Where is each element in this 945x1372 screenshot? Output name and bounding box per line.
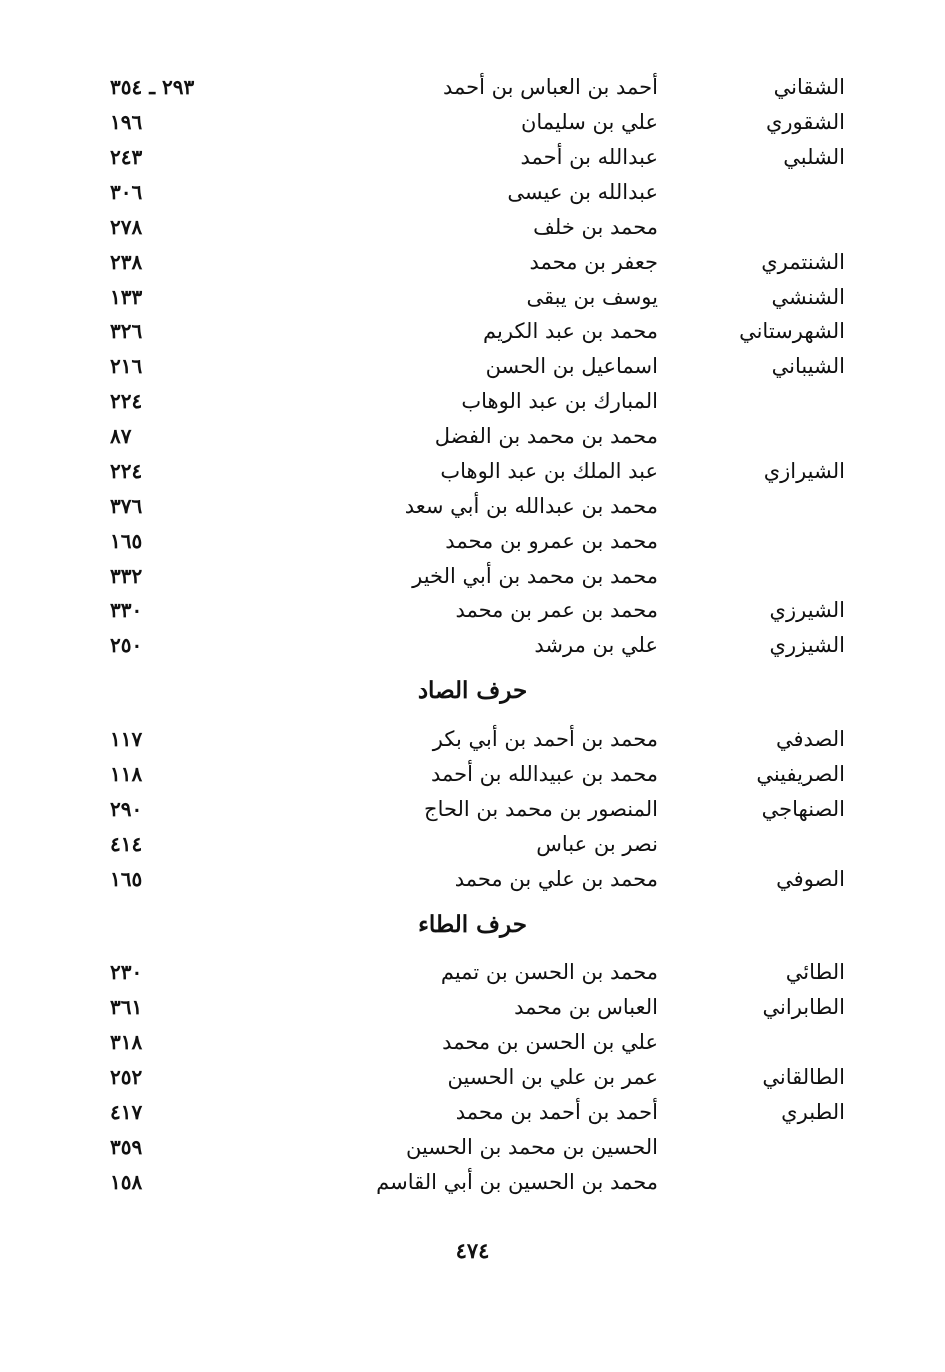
index-entry: [0, 140, 945, 174]
page-ref: ١٦٥: [110, 529, 143, 553]
person-name: محمد بن علي بن محمد: [454, 867, 658, 891]
person-name: عبدالله بن عيسى: [507, 180, 658, 204]
index-entry: [0, 990, 945, 1024]
index-entry: [0, 722, 945, 756]
nisba: الشهرستاني: [739, 319, 845, 343]
person-name: عمر بن علي بن الحسين: [447, 1065, 658, 1089]
person-name: علي بن مرشد: [534, 633, 658, 657]
index-entry: [0, 349, 945, 383]
person-name: جعفر بن محمد: [529, 250, 658, 274]
nisba: الطالقاني: [762, 1065, 845, 1089]
page-ref: ٢٢٤: [110, 389, 143, 413]
person-name: نصر بن عباس: [536, 832, 658, 856]
nisba: الطائي: [785, 960, 845, 984]
index-entry: [0, 524, 945, 558]
page-ref: ٣٧٦: [110, 494, 143, 518]
index-entry: [0, 1095, 945, 1129]
person-name: الحسين بن محمد بن الحسين: [405, 1135, 658, 1159]
person-name: المبارك بن عبد الوهاب: [461, 389, 658, 413]
index-entry: [0, 757, 945, 791]
index-entry: [0, 175, 945, 209]
person-name: علي بن الحسن بن محمد: [442, 1030, 658, 1054]
nisba: الشقوري: [765, 110, 845, 134]
page-ref: ٢٣٨: [110, 250, 143, 274]
index-entry: [0, 384, 945, 418]
index-entry: [0, 245, 945, 279]
index-entry: [0, 792, 945, 826]
index-entry: [0, 70, 945, 104]
person-name: أحمد بن العباس بن أحمد: [442, 75, 658, 99]
index-entry: [0, 955, 945, 989]
person-name: محمد بن عبيدالله بن أحمد: [431, 762, 658, 786]
page-ref: ٢٩٠: [110, 797, 143, 821]
page-ref: ٤١٤: [110, 832, 143, 856]
nisba: الشيباني: [771, 354, 845, 378]
person-name: محمد بن محمد بن الفضل: [434, 424, 658, 448]
page-ref: ١٩٦: [110, 110, 143, 134]
index-entry: [0, 454, 945, 488]
person-name: محمد بن الحسن بن تميم: [440, 960, 658, 984]
index-entry: [0, 593, 945, 627]
nisba: الشيرازي: [763, 459, 845, 483]
nisba: الشلبي: [783, 145, 845, 169]
index-entry: [0, 280, 945, 314]
page-ref: ١٣٣: [110, 285, 143, 309]
person-name: محمد بن عمرو بن محمد: [445, 529, 658, 553]
person-name: عبدالله بن أحمد: [520, 145, 658, 169]
index-entry: [0, 862, 945, 896]
page-ref: ٤١٧: [110, 1100, 143, 1124]
nisba: الشيرزي: [769, 598, 845, 622]
person-name: محمد بن محمد بن أبي الخير: [412, 564, 658, 588]
section-heading-sad: حرف الصاد: [417, 677, 528, 704]
index-entry: [0, 489, 945, 523]
nisba: الشقاني: [773, 75, 845, 99]
person-name: اسماعيل بن الحسن: [485, 354, 658, 378]
nisba: الصدفي: [775, 727, 845, 751]
page-ref: ٣٣٢: [110, 564, 143, 588]
page-ref: ١١٧: [110, 727, 143, 751]
person-name: محمد بن عبدالله بن أبي سعد: [404, 494, 658, 518]
page-number: ٤٧٤: [455, 1238, 490, 1263]
index-entry: [0, 559, 945, 593]
index-entry: [0, 1165, 945, 1199]
person-name: أحمد بن أحمد بن محمد: [455, 1100, 658, 1124]
page-ref: ٣٢٦: [110, 319, 143, 343]
page-ref: ٣٠٦: [110, 180, 143, 204]
nisba: الشنتمري: [761, 250, 845, 274]
page-ref: ١٥٨: [110, 1170, 143, 1194]
page-ref: ٢٥٠: [110, 633, 143, 657]
person-name: العباس بن محمد: [514, 995, 658, 1019]
page-ref: ٢٥٢: [110, 1065, 143, 1089]
page-ref: ٣١٨: [110, 1030, 143, 1054]
nisba: الصنهاجي: [761, 797, 845, 821]
nisba: الصريفيني: [756, 762, 845, 786]
page-ref: ٢٧٨: [110, 215, 143, 239]
section-heading-ta: حرف الطاء: [418, 911, 527, 938]
index-entry: [0, 419, 945, 453]
nisba: الطبري: [781, 1100, 845, 1124]
nisba: الشنشي: [771, 285, 845, 309]
index-entry: [0, 1060, 945, 1094]
page-ref: ٢٣٠: [110, 960, 143, 984]
nisba: الطابراني: [762, 995, 845, 1019]
page-ref: ٢٤٣: [110, 145, 143, 169]
index-entry: [0, 1130, 945, 1164]
page-ref: ١١٨: [110, 762, 143, 786]
nisba: الشيزري: [769, 633, 845, 657]
person-name: المنصور بن محمد بن الحاج: [424, 797, 658, 821]
index-entry: [0, 1025, 945, 1059]
person-name: عبد الملك بن عبد الوهاب: [440, 459, 658, 483]
page-ref: ٣٦١: [110, 995, 143, 1019]
person-name: محمد بن الحسين بن أبي القاسم: [376, 1170, 658, 1194]
index-entry: [0, 105, 945, 139]
person-name: علي بن سليمان: [520, 110, 658, 134]
page-ref: ٣٣٠: [110, 598, 143, 622]
page-ref: ١٦٥: [110, 867, 143, 891]
person-name: يوسف بن يبقى: [526, 285, 658, 309]
page-ref: ٢١٦: [110, 354, 143, 378]
person-name: محمد بن خلف: [533, 215, 658, 239]
nisba: الصوفي: [776, 867, 845, 891]
index-entry: [0, 628, 945, 662]
person-name: محمد بن عمر بن محمد: [455, 598, 658, 622]
page-ref: ٢٩٣ ـ ٣٥٤: [110, 75, 195, 99]
index-entry: [0, 827, 945, 861]
page-ref: ٨٧: [110, 424, 132, 448]
page-ref: ٣٥٩: [110, 1135, 143, 1159]
page-ref: ٢٢٤: [110, 459, 143, 483]
person-name: محمد بن عبد الكريم: [483, 319, 658, 343]
index-entry: [0, 314, 945, 348]
person-name: محمد بن أحمد بن أبي بكر: [432, 727, 658, 751]
index-entry: [0, 210, 945, 244]
